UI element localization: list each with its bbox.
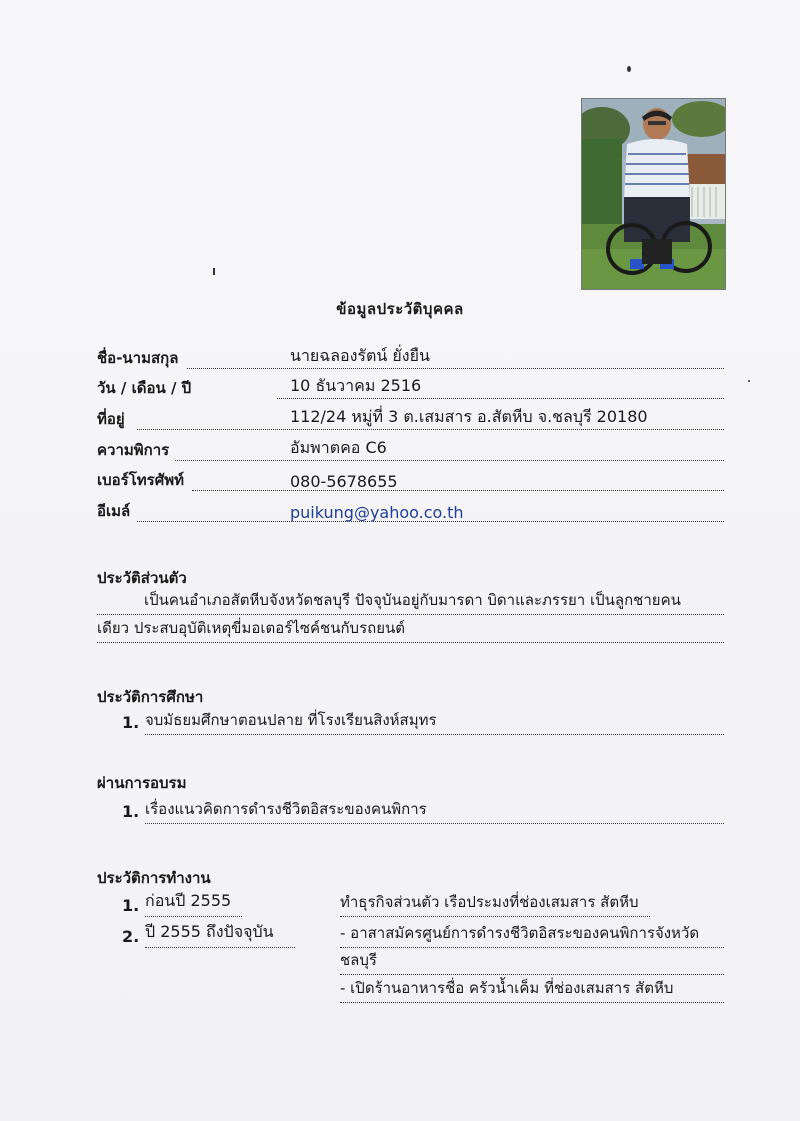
section-heading-personal: ประวัติส่วนตัว xyxy=(97,569,187,587)
list-number: 1. xyxy=(122,713,140,732)
scan-speck xyxy=(213,268,215,275)
section-heading-work: ประวัติการทำงาน xyxy=(97,869,211,887)
dotted-line xyxy=(175,460,724,461)
list-number: 1. xyxy=(122,896,140,915)
photo-image xyxy=(582,99,725,289)
field-value-phone: 080-5678655 xyxy=(290,472,398,491)
field-label: อีเมล์ xyxy=(97,502,131,520)
work-period-2: ปี 2555 ถึงปัจจุบัน xyxy=(145,922,274,941)
list-number: 1. xyxy=(122,802,140,821)
work-desc-line xyxy=(340,890,650,917)
list-item xyxy=(145,797,724,824)
field-value-address: 112/24 หมู่ที่ 3 ต.เสมสาร อ.สัตหีบ จ.ชลบุรี 20180 xyxy=(290,407,648,426)
field-row-disability xyxy=(97,440,724,464)
field-label: วัน / เดือน / ปี xyxy=(97,379,192,397)
field-label: ความพิการ xyxy=(97,441,170,459)
training-item-text: เรื่องแนวคิดการดำรงชีวิตอิสระของคนพิการ xyxy=(145,800,427,818)
field-row-address xyxy=(97,409,724,433)
field-row-name xyxy=(97,348,724,372)
list-number: 2. xyxy=(122,927,140,946)
field-row-phone xyxy=(97,470,724,494)
section-heading-training: ผ่านการอบรม xyxy=(97,774,187,792)
list-item xyxy=(145,708,724,735)
field-value-name: นายฉลองรัตน์ ยั่งยืน xyxy=(290,346,430,365)
personal-text-line-2: เดียว ประสบอุบัติเหตุขี่มอเตอร์ไซค์ชนกับรถยนต์ xyxy=(97,619,405,637)
work-desc-line xyxy=(340,976,724,1003)
field-value-disability: อัมพาตคอ C6 xyxy=(290,438,387,457)
field-row-email xyxy=(97,501,724,525)
scan-speck xyxy=(627,66,631,72)
field-label: ที่อยู่ xyxy=(97,410,125,428)
work-desc-2a: - อาสาสมัครศูนย์การดำรงชีวิตอิสระของคนพิการจังหวัด xyxy=(340,924,700,942)
work-desc-2c: - เปิดร้านอาหารชื่อ ครัวน้ำเค็ม ที่ช่องเสมสาร สัตหีบ xyxy=(340,979,674,997)
work-period-line xyxy=(145,921,295,948)
education-item-text: จบมัธยมศึกษาตอนปลาย ที่โรงเรียนสิงห์สมุทร xyxy=(145,711,437,729)
dotted-line xyxy=(192,490,724,491)
field-value-birthdate: 10 ธันวาคม 2516 xyxy=(290,376,422,395)
section-heading-education: ประวัติการศึกษา xyxy=(97,688,204,706)
work-desc-line xyxy=(340,948,724,975)
paragraph-line xyxy=(97,616,724,643)
field-value-email[interactable]: puikung@yahoo.co.th xyxy=(290,503,464,522)
field-label: เบอร์โทรศัพท์ xyxy=(97,471,185,489)
work-desc-2b: ชลบุรี xyxy=(340,951,377,969)
field-row-birthdate xyxy=(97,378,724,402)
work-desc-1: ทำธุรกิจส่วนตัว เรือประมงที่ช่องเสมสาร สัตหีบ xyxy=(340,893,639,911)
field-label: ชื่อ-นามสกุล xyxy=(97,349,179,367)
scan-speck xyxy=(748,380,750,382)
personal-text-line-1: เป็นคนอำเภอสัตหีบจังหวัดชลบุรี ปัจจุบันอยู่กับมารดา บิดาและภรรยา เป็นลูกชายคน xyxy=(144,591,681,609)
paragraph-line xyxy=(97,588,724,615)
work-period-1: ก่อนปี 2555 xyxy=(145,891,232,910)
dotted-line xyxy=(187,368,724,369)
work-desc-line xyxy=(340,921,724,948)
document-title: ข้อมูลประวัติบุคคล xyxy=(336,300,464,318)
work-period-line xyxy=(145,890,242,917)
profile-photo xyxy=(581,98,726,290)
